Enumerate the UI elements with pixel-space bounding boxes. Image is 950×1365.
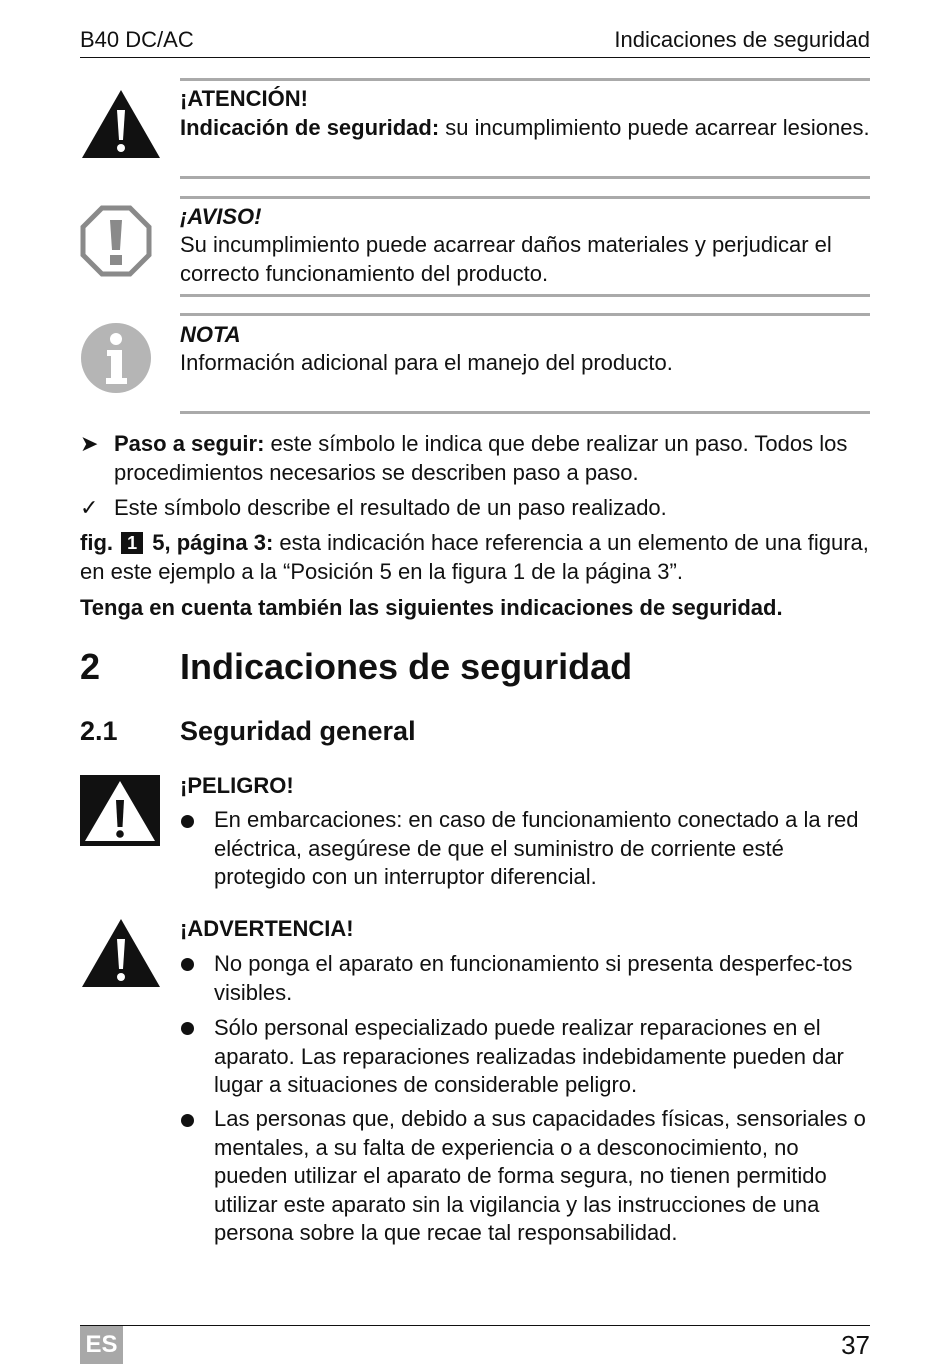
subsection-number: 2.1 xyxy=(80,716,118,746)
section-title: Indicaciones de seguridad xyxy=(180,646,633,687)
header-rule xyxy=(80,57,870,58)
warning-triangle-icon xyxy=(80,917,162,989)
attention-body: su incumplimiento puede acarrear lesiones. xyxy=(439,115,870,140)
advertencia-item: Sólo personal especializado puede realizar reparaciones en el aparato. Las reparaciones realizadas indebidamente pueden dar lugar a situaciones de considerable peligro. xyxy=(214,1015,844,1097)
attention-lead: Indicación de seguridad: xyxy=(180,115,440,140)
safety-note: Tenga en cuenta también las siguientes indicaciones de seguridad. xyxy=(80,595,783,620)
fig-number-box: 1 xyxy=(121,532,143,554)
danger-title: ¡PELIGRO! xyxy=(180,773,294,798)
notice-divider xyxy=(180,78,870,81)
bullet-icon xyxy=(181,1114,194,1127)
footer-rule xyxy=(80,1325,870,1326)
note-text: Información adicional para el manejo del producto. xyxy=(180,350,673,375)
note-title: NOTA xyxy=(180,322,241,347)
notice-divider xyxy=(180,196,870,199)
info-icon xyxy=(80,322,152,394)
warning-triangle-icon xyxy=(80,88,162,160)
notice-divider xyxy=(180,176,870,179)
fig-prefix: fig. xyxy=(80,530,113,555)
header-section: Indicaciones de seguridad xyxy=(614,27,870,52)
bullet-icon xyxy=(181,815,194,828)
octagon-exclamation-icon xyxy=(80,205,152,277)
danger-item: En embarcaciones: en caso de funcionamiento conectado a la red eléctrica, asegúrese de que el suministro de corriente esté protegido con un interruptor diferencial. xyxy=(214,807,859,889)
attention-title: ¡ATENCIÓN! xyxy=(180,86,308,111)
step-lead: Paso a seguir: xyxy=(114,431,265,456)
bullet-icon xyxy=(181,1022,194,1035)
fig-body: esta indicación hace referencia a un elemento de una figura, en este ejemplo a la “Posición 5 en la figura 1 de la página 3”. xyxy=(80,530,869,584)
notice-divider xyxy=(180,411,870,414)
subsection-title: Seguridad general xyxy=(180,716,416,746)
notice-divider xyxy=(180,294,870,297)
figure-reference xyxy=(80,528,870,586)
warning-title: ¡AVISO! xyxy=(180,204,262,229)
danger-icon xyxy=(80,775,160,846)
advertencia-title: ¡ADVERTENCIA! xyxy=(180,916,354,941)
page-number: 37 xyxy=(841,1330,870,1360)
language-tab: ES xyxy=(80,1326,123,1364)
notice-divider xyxy=(180,313,870,316)
warning-text: Su incumplimiento puede acarrear daños materiales y perjudicar el correcto funcionamiento del producto. xyxy=(180,232,832,286)
result-text: Este símbolo describe el resultado de un paso realizado. xyxy=(114,495,667,520)
fig-lead: 5, página 3: xyxy=(146,530,274,555)
section-number: 2 xyxy=(80,646,101,687)
attention-text xyxy=(180,113,870,142)
step-marker: ➤ xyxy=(80,431,99,456)
step-body: este símbolo le indica que debe realizar un paso. Todos los procedimientos necesarios se describen paso a paso. xyxy=(114,431,848,485)
bullet-icon xyxy=(181,958,194,971)
advertencia-item: Las personas que, debido a sus capacidades físicas, sensoriales o mentales, a su falta de experiencia o a desconocimiento, no pueden utilizar el aparato de forma segura, no tienen permitido utilizar este aparato sin la vigilancia y las instrucciones de una persona sobre la que recae tal responsabilidad. xyxy=(214,1106,866,1245)
result-marker: ✓ xyxy=(80,495,99,520)
step-text xyxy=(114,429,874,487)
header-model: B40 DC/AC xyxy=(80,27,194,52)
advertencia-item: No ponga el aparato en funcionamiento si presenta desperfec-tos visibles. xyxy=(214,951,853,1005)
